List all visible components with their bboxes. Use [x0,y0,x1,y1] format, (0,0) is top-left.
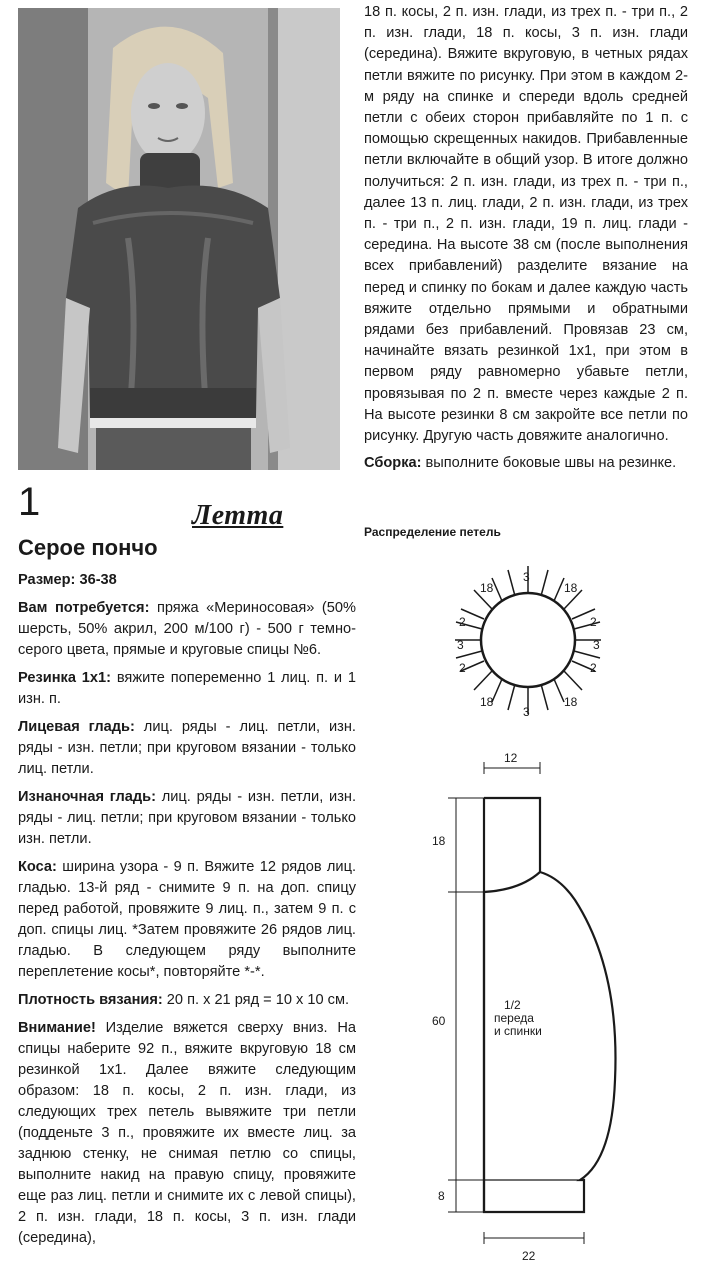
distribution-heading: Распределение петель [364,525,501,539]
stitch-label: 18 [564,581,578,595]
neck-height-label: 18 [432,834,446,848]
stockinette-label: Лицевая гладь: [18,719,135,735]
attention-text: Изделие вяжется сверху вниз. На спицы наберите 92 п., вяжите вкруговую 18 см резинкой 1х1. Далее вяжите следующим образом: 18 п. косы, 2 п. изн. глади, из следующих трех петель вывяжите три петли (подденьте 3 п., провяжите их вместе лиц. за заднюю стенку, не снимая петлю со спицы, выполните накид на правую спицу, провяжите еще раз лиц. петли и снимите их с левой спицы), 2 п. изн. глади, 18 п. косы, 3 п. изн. глади (середина), [18,1020,356,1246]
assembly-label: Сборка: [364,455,422,472]
part-label: 1/2 [504,998,521,1012]
top-width-label: 12 [504,751,518,765]
stitch-label: 3 [593,638,600,652]
rib-label: Резинка 1х1: [18,670,111,686]
stitch-label: 3 [523,705,530,719]
stitch-label: 2 [459,615,466,629]
cable-label: Коса: [18,859,57,875]
reverse-label: Изнаночная гладь: [18,789,156,805]
instructions-paragraph: 18 п. косы, 2 п. изн. глади, из трех п. - три п., 2 п. изн. глади, 18 п. косы, 3 п. изн. глади (середина). Вяжите вкруговую, в четных рядах петли вяжите по рисунку. При этом в каждом 2-м ряду на спинке и спереди вдоль средней петли с обеих сторон прибавляйте по 1 п. с помощью скрещенных накидов. Прибавленные петли включайте в общий узор. В итоге должно получиться: 2 п. изн. глади, из трех п. - три п., далее 13 п. лиц. глади, 2 п. изн. глади, из трех п. - три п., 2 п. изн. глади, 19 п. лиц. глади - середина. На высоте 38 см (после выполнения всех прибавлений) разделите вязание на перед и спинку по бокам и далее каждую часть вяжите отдельно прямыми и обратными рядами без прибавлений. Провязав 23 см, начинайте вязать резинкой 1х1, при этом в первом ряду равномерно убавьте петли, провязывая по 2 п. вместе через каждые 2 п. На высоте резинки 8 см закройте все петли по рисунку. Другую часть довяжите аналогично. [364,4,688,445]
brand-logo: Летта [192,500,284,531]
gauge-text: 20 п. х 21 ряд = 10 х 10 см. [162,992,350,1008]
stitch-circle [455,566,601,719]
stitch-label: 2 [590,661,597,675]
cable-text: ширина узора - 9 п. Вяжите 12 рядов лиц. гладью. 13-й ряд - снимите 9 п. на доп. спицу перед работой, провяжите 9 лиц. п., затем 9 п. с доп. спицы лиц. *Затем провяжите 26 рядов лиц. гладью. В следующем ряду выполните переплетение косы*, повторяйте *-*. [18,859,356,980]
attention-label: Внимание! [18,1020,96,1036]
materials-label: Вам потребуется: [18,600,150,616]
rib-height-label: 8 [438,1189,445,1203]
body-height-label: 60 [432,1014,446,1028]
bottom-width-label: 22 [522,1249,536,1263]
page-title: Серое пончо [18,535,158,560]
stockinette-text: лиц. ряды - лиц. петли, изн. ряды - изн. петли; при круговом вязании - только лиц. петли. [18,719,356,777]
rib-text: вяжите попеременно 1 лиц. п. и 1 изн. п. [18,670,356,707]
stitch-label: 2 [459,661,466,675]
part-label: и спинки [494,1024,542,1038]
garment-schematic [432,751,616,1263]
stitch-label: 18 [480,695,494,709]
size-label: Размер: 36-38 [18,572,117,588]
stitch-label: 3 [457,638,464,652]
gauge-label: Плотность вязания: [18,992,163,1008]
issue-number: 1 [18,480,41,524]
stitch-label: 2 [590,615,597,629]
part-label: переда [494,1011,534,1025]
stitch-label: 18 [564,695,578,709]
materials-text: пряжа «Мериносовая» (50% шерсть, 50% акрил, 200 м/100 г) - 500 г темно-серого цвета, прямые и круговые спицы №6. [18,600,356,658]
stitch-label: 3 [523,570,530,584]
assembly-text: выполните боковые швы на резинке. [421,455,677,472]
reverse-text: лиц. ряды - изн. петли, изн. ряды - лиц. петли; при круговом вязании - только изн. петли. [18,789,356,847]
stitch-label: 18 [480,581,494,595]
